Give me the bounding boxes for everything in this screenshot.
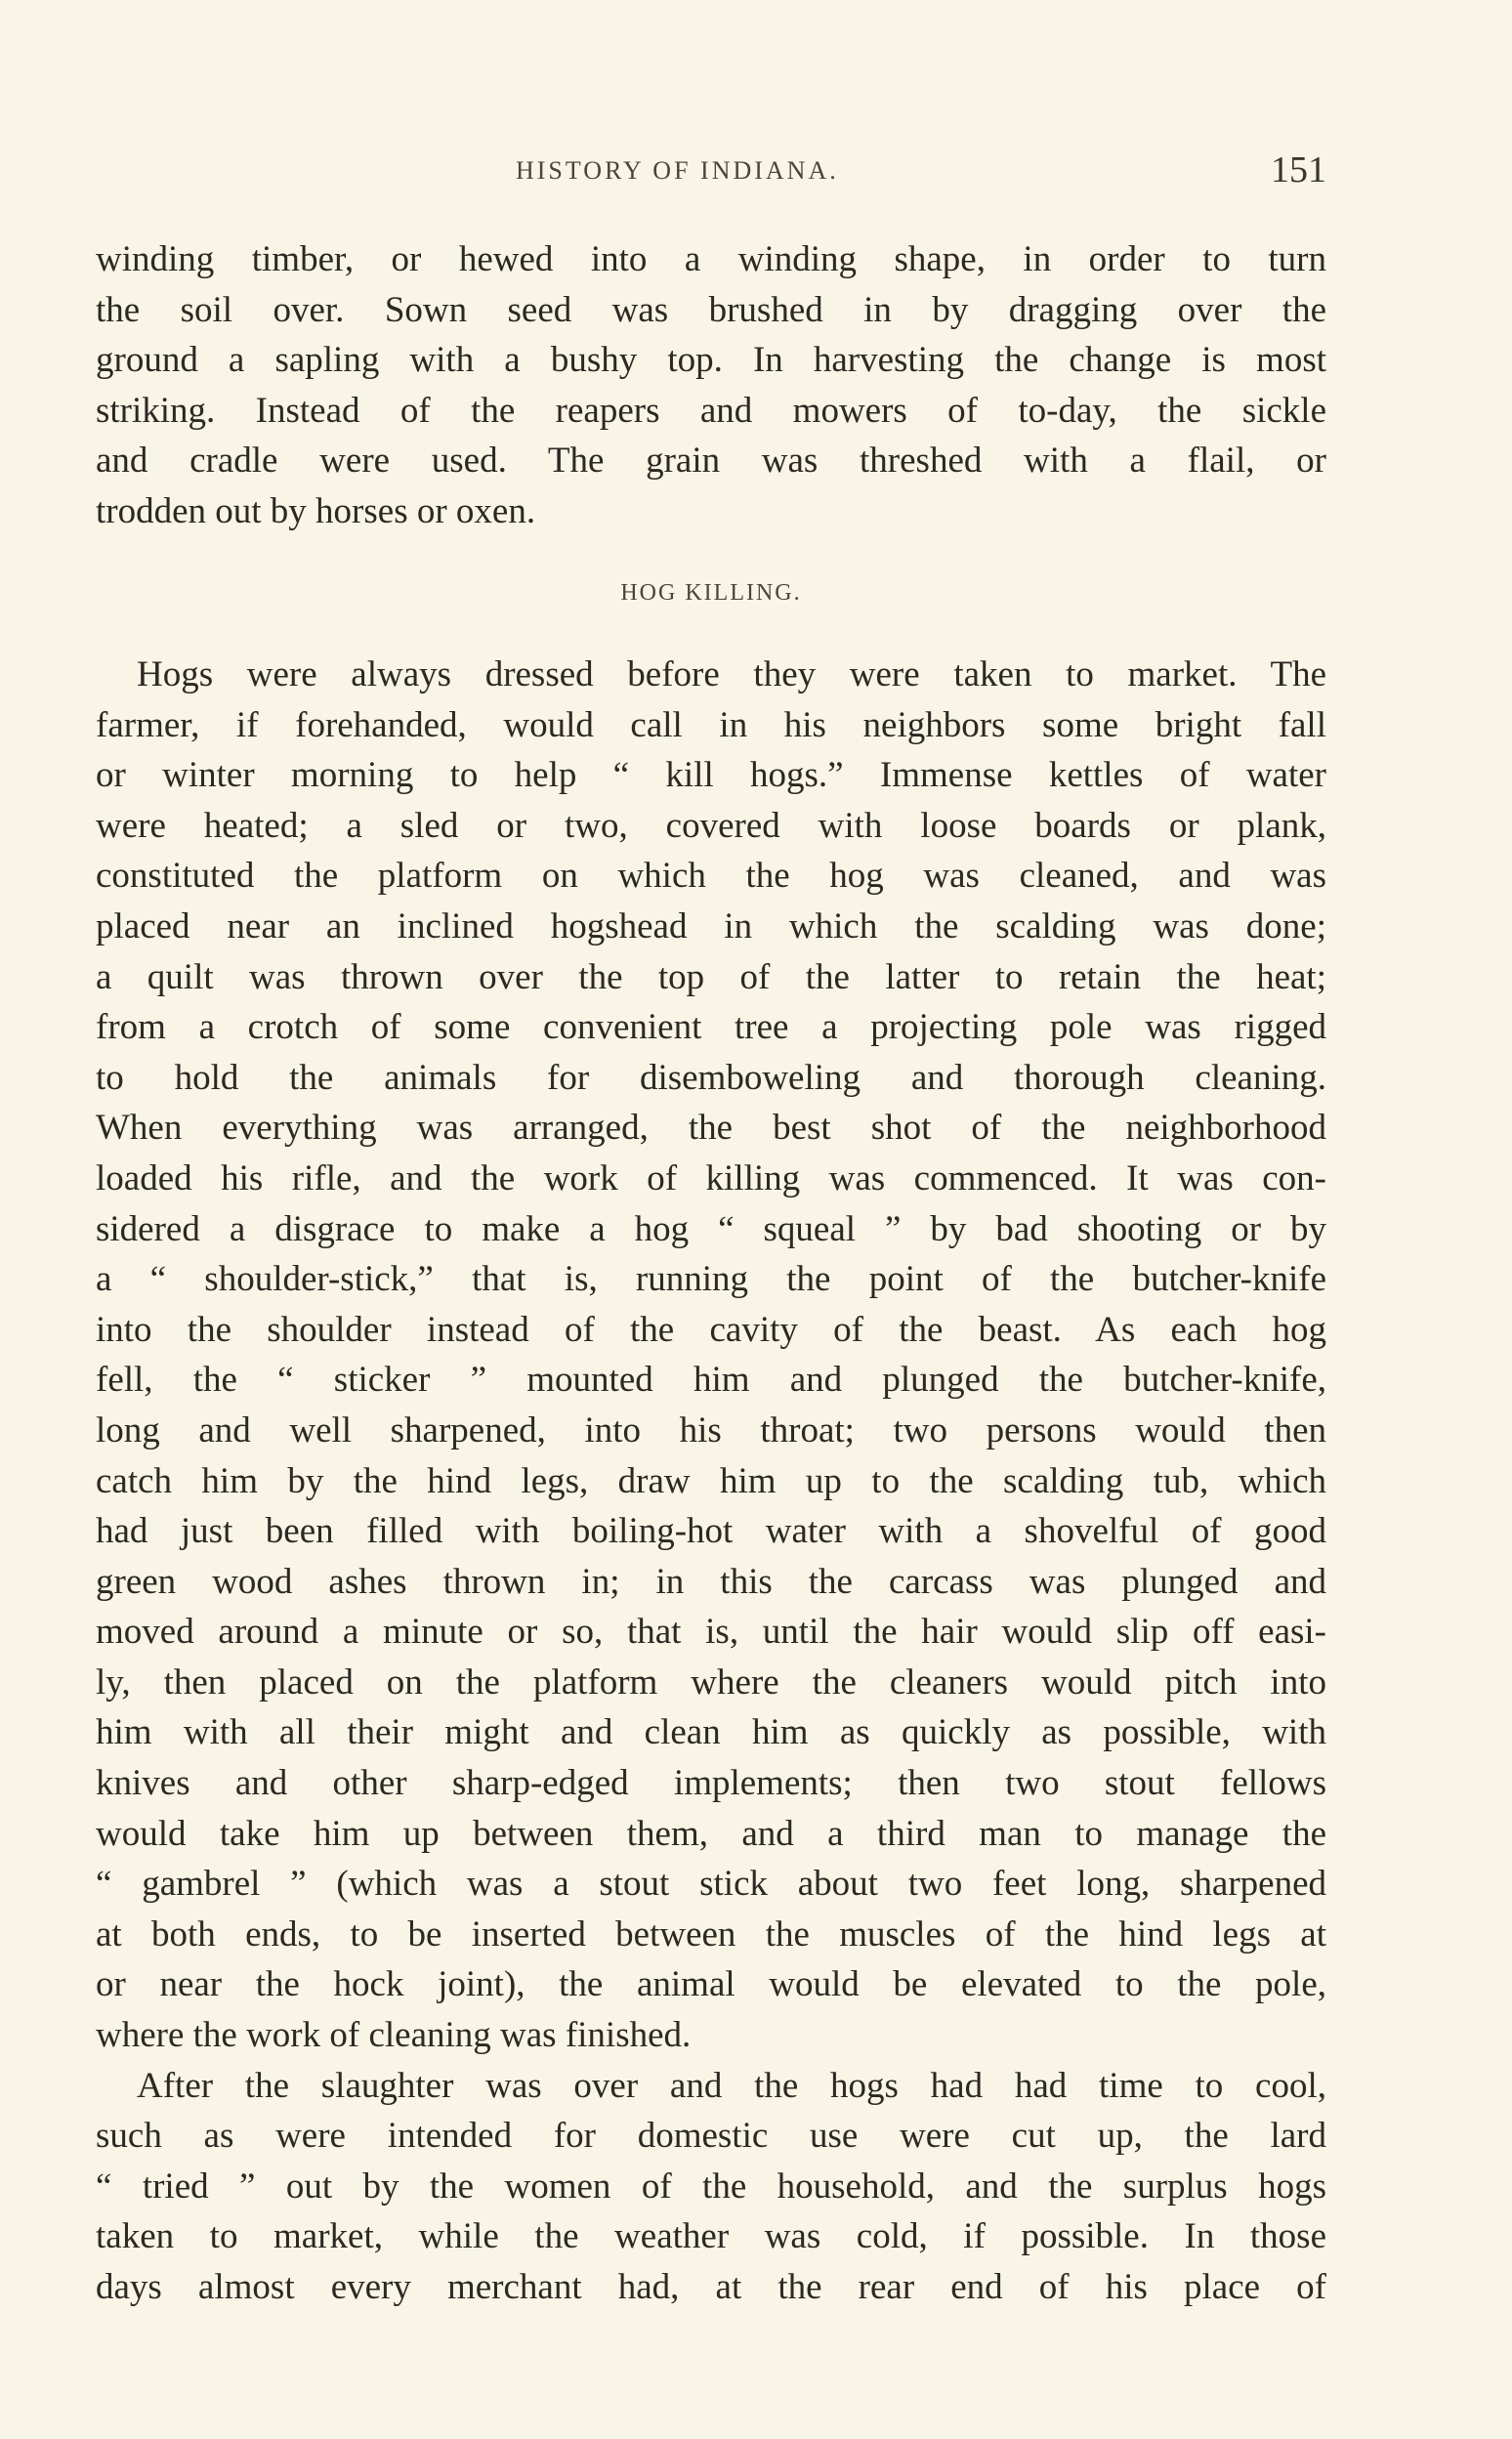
- text-line: winding timber, or hewed into a winding shape, in order to turn: [96, 239, 1326, 279]
- text-line: such as were intended for domestic use were cut up, the lard: [96, 2116, 1326, 2157]
- text-line: or near the hock joint), the animal would be elevated to the pole,: [96, 1964, 1326, 2005]
- text-line: had just been filled with boiling-hot water with a shovelful of good: [96, 1511, 1326, 1552]
- text-line: striking. Instead of the reapers and mowers of to-day, the sickle: [96, 390, 1326, 431]
- text-line: constituted the platform on which the hog was cleaned, and was: [96, 856, 1326, 897]
- text-line: days almost every merchant had, at the rear end of his place of: [96, 2267, 1326, 2307]
- text-line: were heated; a sled or two, covered with loose boards or plank,: [96, 805, 1326, 846]
- text-line: taken to market, while the weather was cold, if possible. In those: [96, 2216, 1326, 2257]
- text-line: “ gambrel ” (which was a stout stick about two feet long, sharpened: [96, 1864, 1326, 1905]
- text-line: into the shoulder instead of the cavity of the beast. As each hog: [96, 1309, 1326, 1350]
- text-line: a quilt was thrown over the top of the latter to retain the heat;: [96, 956, 1326, 997]
- text-line: at both ends, to be inserted between the muscles of the hind legs at: [96, 1913, 1326, 1955]
- text-line: farmer, if forehanded, would call in his neighbors some bright fall: [96, 704, 1326, 745]
- text-line: long and well sharpened, into his throat; two persons would then: [96, 1409, 1326, 1451]
- text-line: a “ shoulder-stick,” that is, running the point of the butcher-knife: [96, 1259, 1326, 1300]
- hog-killing-section: [96, 650, 1326, 2313]
- text-line: from a crotch of some convenient tree a projecting pole was rigged: [96, 1007, 1326, 1048]
- text-line: catch him by the hind legs, draw him up to the scalding tub, which: [96, 1460, 1326, 1501]
- text-line: loaded his rifle, and the work of killing was commenced. It was con-: [96, 1157, 1326, 1198]
- text-line: When everything was arranged, the best shot of the neighborhood: [96, 1108, 1326, 1149]
- text-line: where the work of cleaning was finished.: [96, 2015, 692, 2056]
- text-line: After the slaughter was over and the hogs had had time to cool,: [137, 2065, 1326, 2106]
- running-title: HISTORY OF INDIANA.: [516, 156, 839, 185]
- text-line: ly, then placed on the platform where the cleaners would pitch into: [96, 1661, 1326, 1703]
- text-line: knives and other sharp-edged implements; then two stout fellows: [96, 1763, 1326, 1804]
- text-line: to hold the animals for disemboweling and thorough cleaning.: [96, 1057, 1326, 1098]
- running-head: [96, 149, 1326, 195]
- page-number: 151: [1271, 149, 1326, 190]
- text-line: “ tried ” out by the women of the household, and the surplus hogs: [96, 2166, 1326, 2207]
- text-line: sidered a disgrace to make a hog “ squeal ” by bad shooting or by: [96, 1208, 1326, 1249]
- text-line: or winter morning to help “ kill hogs.” Immense kettles of water: [96, 755, 1326, 796]
- paragraph-continued: [96, 234, 1326, 537]
- text-line: ground a sapling with a bushy top. In harvesting the change is most: [96, 340, 1326, 381]
- text-line: trodden out by horses or oxen.: [96, 490, 536, 531]
- text-line: fell, the “ sticker ” mounted him and plunged the butcher-knife,: [96, 1360, 1326, 1401]
- text-line: and cradle were used. The grain was threshed with a flail, or: [96, 441, 1326, 482]
- text-line: would take him up between them, and a third man to manage the: [96, 1813, 1326, 1854]
- text-line: placed near an inclined hogshead in which the scalding was done;: [96, 905, 1326, 946]
- text-line: moved around a minute or so, that is, until the hair would slip off easi-: [96, 1612, 1326, 1653]
- section-heading: HOG KILLING.: [620, 580, 802, 606]
- text-line: him with all their might and clean him as quickly as possible, with: [96, 1712, 1326, 1753]
- text-line: Hogs were always dressed before they were taken to market. The: [137, 654, 1326, 694]
- text-line: the soil over. Sown seed was brushed in by dragging over the: [96, 289, 1326, 330]
- text-line: green wood ashes thrown in; in this the carcass was plunged and: [96, 1561, 1326, 1602]
